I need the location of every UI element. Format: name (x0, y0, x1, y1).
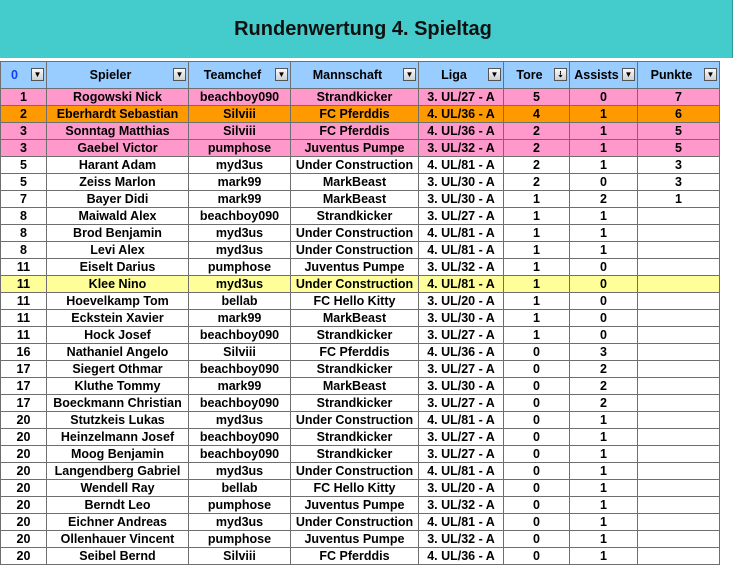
cell-tore[interactable]: 2 (504, 157, 570, 174)
cell-mannschaft[interactable]: FC Pferddis (291, 548, 419, 565)
cell-tore[interactable]: 0 (504, 344, 570, 361)
cell-tore[interactable]: 1 (504, 259, 570, 276)
cell-teamchef[interactable]: beachboy090 (189, 208, 291, 225)
cell-mannschaft[interactable]: Strandkicker (291, 395, 419, 412)
cell-mannschaft[interactable]: MarkBeast (291, 174, 419, 191)
cell-spieler[interactable]: Rogowski Nick (47, 89, 189, 106)
cell-tore[interactable]: 0 (504, 463, 570, 480)
cell-punkte[interactable] (638, 242, 720, 259)
cell-rank[interactable]: 20 (1, 514, 47, 531)
table-row[interactable] (1, 497, 720, 514)
cell-rank[interactable]: 20 (1, 412, 47, 429)
cell-tore[interactable]: 1 (504, 225, 570, 242)
cell-punkte[interactable] (638, 514, 720, 531)
table-row[interactable] (1, 89, 720, 106)
cell-mannschaft[interactable]: Under Construction (291, 225, 419, 242)
cell-rank[interactable]: 8 (1, 208, 47, 225)
cell-spieler[interactable]: Stutzkeis Lukas (47, 412, 189, 429)
cell-punkte[interactable] (638, 395, 720, 412)
title-bar (0, 0, 733, 58)
cell-punkte[interactable] (638, 208, 720, 225)
cell-mannschaft[interactable]: Under Construction (291, 412, 419, 429)
col-header-mannschaft: Mannschaft ▼ (291, 62, 419, 89)
table-row[interactable] (1, 327, 720, 344)
cell-spieler[interactable]: Ollenhauer Vincent (47, 531, 189, 548)
cell-liga[interactable]: 4. UL/36 - A (419, 344, 504, 361)
table-row[interactable] (1, 106, 720, 123)
cell-liga[interactable]: 3. UL/32 - A (419, 531, 504, 548)
cell-liga[interactable]: 3. UL/27 - A (419, 446, 504, 463)
table-row[interactable] (1, 395, 720, 412)
cell-punkte[interactable]: 3 (638, 174, 720, 191)
table-row[interactable] (1, 174, 720, 191)
cell-tore[interactable]: 2 (504, 140, 570, 157)
cell-mannschaft[interactable]: Under Construction (291, 514, 419, 531)
cell-liga[interactable]: 3. UL/27 - A (419, 89, 504, 106)
table-row[interactable] (1, 412, 720, 429)
cell-spieler[interactable]: Langendberg Gabriel (47, 463, 189, 480)
cell-liga[interactable]: 4. UL/81 - A (419, 514, 504, 531)
cell-assists[interactable]: 2 (570, 378, 638, 395)
cell-assists[interactable]: 1 (570, 531, 638, 548)
table-row[interactable] (1, 140, 720, 157)
cell-tore[interactable]: 0 (504, 378, 570, 395)
cell-teamchef[interactable]: mark99 (189, 310, 291, 327)
cell-liga[interactable]: 4. UL/81 - A (419, 242, 504, 259)
cell-rank[interactable]: 8 (1, 242, 47, 259)
cell-spieler[interactable]: Sonntag Matthias (47, 123, 189, 140)
cell-spieler[interactable]: Bayer Didi (47, 191, 189, 208)
cell-rank[interactable]: 11 (1, 327, 47, 344)
cell-teamchef[interactable]: Silviii (189, 344, 291, 361)
cell-liga[interactable]: 3. UL/27 - A (419, 395, 504, 412)
filter-dropdown-icon[interactable]: ▼ (173, 68, 186, 81)
cell-tore[interactable]: 0 (504, 514, 570, 531)
cell-punkte[interactable] (638, 480, 720, 497)
cell-mannschaft[interactable]: FC Hello Kitty (291, 293, 419, 310)
filter-dropdown-icon[interactable]: ▼ (622, 68, 635, 81)
cell-assists[interactable]: 2 (570, 191, 638, 208)
cell-spieler[interactable]: Eiselt Darius (47, 259, 189, 276)
table-row[interactable] (1, 208, 720, 225)
cell-punkte[interactable] (638, 446, 720, 463)
cell-tore[interactable]: 2 (504, 123, 570, 140)
cell-teamchef[interactable]: myd3us (189, 242, 291, 259)
cell-liga[interactable]: 4. UL/81 - A (419, 157, 504, 174)
cell-punkte[interactable] (638, 344, 720, 361)
cell-punkte[interactable]: 6 (638, 106, 720, 123)
cell-assists[interactable]: 1 (570, 446, 638, 463)
cell-teamchef[interactable]: myd3us (189, 225, 291, 242)
cell-spieler[interactable]: Brod Benjamin (47, 225, 189, 242)
cell-rank[interactable]: 2 (1, 106, 47, 123)
filter-dropdown-icon[interactable]: ▼ (403, 68, 416, 81)
cell-assists[interactable]: 1 (570, 429, 638, 446)
table-row[interactable] (1, 361, 720, 378)
cell-assists[interactable]: 1 (570, 140, 638, 157)
cell-mannschaft[interactable]: Strandkicker (291, 89, 419, 106)
table-row[interactable] (1, 548, 720, 565)
cell-liga[interactable]: 3. UL/30 - A (419, 310, 504, 327)
cell-rank[interactable]: 20 (1, 497, 47, 514)
cell-liga[interactable]: 3. UL/27 - A (419, 327, 504, 344)
cell-liga[interactable]: 3. UL/27 - A (419, 361, 504, 378)
cell-assists[interactable]: 1 (570, 548, 638, 565)
cell-tore[interactable]: 0 (504, 446, 570, 463)
cell-mannschaft[interactable]: Under Construction (291, 242, 419, 259)
cell-rank[interactable]: 17 (1, 378, 47, 395)
cell-assists[interactable]: 0 (570, 310, 638, 327)
cell-rank[interactable]: 1 (1, 89, 47, 106)
cell-rank[interactable]: 11 (1, 259, 47, 276)
cell-tore[interactable]: 2 (504, 174, 570, 191)
cell-mannschaft[interactable]: Juventus Pumpe (291, 531, 419, 548)
cell-assists[interactable]: 0 (570, 276, 638, 293)
cell-mannschaft[interactable]: Under Construction (291, 463, 419, 480)
cell-mannschaft[interactable]: FC Hello Kitty (291, 480, 419, 497)
col-header-punkte: Punkte ▼ (638, 62, 720, 89)
cell-assists[interactable]: 3 (570, 344, 638, 361)
cell-spieler[interactable]: Berndt Leo (47, 497, 189, 514)
table-body (1, 89, 720, 565)
cell-liga[interactable]: 3. UL/27 - A (419, 208, 504, 225)
cell-teamchef[interactable]: beachboy090 (189, 446, 291, 463)
cell-teamchef[interactable]: pumphose (189, 531, 291, 548)
cell-punkte[interactable] (638, 225, 720, 242)
cell-teamchef[interactable]: myd3us (189, 157, 291, 174)
cell-tore[interactable]: 4 (504, 106, 570, 123)
cell-teamchef[interactable]: beachboy090 (189, 429, 291, 446)
cell-teamchef[interactable]: beachboy090 (189, 89, 291, 106)
cell-rank[interactable]: 3 (1, 123, 47, 140)
cell-spieler[interactable]: Klee Nino (47, 276, 189, 293)
filter-dropdown-icon[interactable]: ▼ (275, 68, 288, 81)
cell-liga[interactable]: 3. UL/32 - A (419, 497, 504, 514)
cell-teamchef[interactable]: mark99 (189, 174, 291, 191)
header-row (1, 62, 720, 89)
cell-spieler[interactable]: Siegert Othmar (47, 361, 189, 378)
cell-rank[interactable]: 16 (1, 344, 47, 361)
cell-mannschaft[interactable]: MarkBeast (291, 191, 419, 208)
cell-assists[interactable]: 0 (570, 89, 638, 106)
cell-tore[interactable]: 0 (504, 548, 570, 565)
table-row[interactable] (1, 157, 720, 174)
cell-tore[interactable]: 0 (504, 429, 570, 446)
table-row[interactable] (1, 123, 720, 140)
cell-teamchef[interactable]: beachboy090 (189, 327, 291, 344)
cell-tore[interactable]: 0 (504, 531, 570, 548)
cell-mannschaft[interactable]: Juventus Pumpe (291, 259, 419, 276)
cell-spieler[interactable]: Hock Josef (47, 327, 189, 344)
cell-assists[interactable]: 1 (570, 514, 638, 531)
cell-punkte[interactable]: 1 (638, 191, 720, 208)
table-row[interactable] (1, 276, 720, 293)
cell-rank[interactable]: 20 (1, 463, 47, 480)
table-row[interactable] (1, 225, 720, 242)
cell-liga[interactable]: 3. UL/20 - A (419, 293, 504, 310)
col-header-teamchef: Teamchef ▼ (189, 62, 291, 89)
col-header-liga: Liga ▼ (419, 62, 504, 89)
cell-liga[interactable]: 4. UL/81 - A (419, 225, 504, 242)
cell-rank[interactable]: 11 (1, 276, 47, 293)
cell-rank[interactable]: 20 (1, 531, 47, 548)
cell-punkte[interactable] (638, 259, 720, 276)
cell-teamchef[interactable]: myd3us (189, 412, 291, 429)
cell-mannschaft[interactable]: FC Pferddis (291, 106, 419, 123)
cell-mannschaft[interactable]: Under Construction (291, 157, 419, 174)
cell-tore[interactable]: 0 (504, 412, 570, 429)
cell-assists[interactable]: 1 (570, 123, 638, 140)
cell-assists[interactable]: 1 (570, 106, 638, 123)
cell-punkte[interactable]: 3 (638, 157, 720, 174)
cell-punkte[interactable] (638, 293, 720, 310)
cell-mannschaft[interactable]: Strandkicker (291, 327, 419, 344)
cell-spieler[interactable]: Kluthe Tommy (47, 378, 189, 395)
table-row[interactable] (1, 429, 720, 446)
cell-punkte[interactable]: 7 (638, 89, 720, 106)
table-row[interactable] (1, 463, 720, 480)
cell-spieler[interactable]: Boeckmann Christian (47, 395, 189, 412)
cell-spieler[interactable]: Nathaniel Angelo (47, 344, 189, 361)
cell-assists[interactable]: 2 (570, 395, 638, 412)
cell-spieler[interactable]: Hoevelkamp Tom (47, 293, 189, 310)
cell-liga[interactable]: 3. UL/30 - A (419, 378, 504, 395)
cell-teamchef[interactable]: Silviii (189, 123, 291, 140)
cell-spieler[interactable]: Eichner Andreas (47, 514, 189, 531)
cell-punkte[interactable] (638, 548, 720, 565)
cell-tore[interactable]: 1 (504, 208, 570, 225)
filter-dropdown-icon[interactable]: ▼ (704, 68, 717, 81)
cell-spieler[interactable]: Levi Alex (47, 242, 189, 259)
cell-rank[interactable]: 5 (1, 157, 47, 174)
cell-rank[interactable]: 20 (1, 548, 47, 565)
col-header-assists: Assists ▼ (570, 62, 638, 89)
cell-tore[interactable]: 1 (504, 293, 570, 310)
cell-liga[interactable]: 4. UL/36 - A (419, 548, 504, 565)
cell-punkte[interactable] (638, 361, 720, 378)
cell-liga[interactable]: 3. UL/20 - A (419, 480, 504, 497)
sort-descending-icon[interactable]: ⇣ (554, 68, 567, 81)
cell-mannschaft[interactable]: Strandkicker (291, 208, 419, 225)
cell-spieler[interactable]: Seibel Bernd (47, 548, 189, 565)
cell-spieler[interactable]: Maiwald Alex (47, 208, 189, 225)
cell-assists[interactable]: 1 (570, 412, 638, 429)
cell-spieler[interactable]: Zeiss Marlon (47, 174, 189, 191)
cell-tore[interactable]: 1 (504, 242, 570, 259)
cell-spieler[interactable]: Heinzelmann Josef (47, 429, 189, 446)
cell-tore[interactable]: 1 (504, 310, 570, 327)
cell-punkte[interactable] (638, 412, 720, 429)
col-header-rank: 0 ▼ (1, 62, 47, 89)
ranking-table (0, 61, 720, 565)
cell-assists[interactable]: 1 (570, 208, 638, 225)
table-row[interactable] (1, 259, 720, 276)
page-title: Rundenwertung 4. Spieltag (234, 17, 492, 40)
cell-liga[interactable]: 4. UL/36 - A (419, 123, 504, 140)
cell-tore[interactable]: 0 (504, 497, 570, 514)
cell-teamchef[interactable]: pumphose (189, 259, 291, 276)
cell-tore[interactable]: 1 (504, 327, 570, 344)
cell-teamchef[interactable]: Silviii (189, 548, 291, 565)
cell-teamchef[interactable]: bellab (189, 293, 291, 310)
cell-liga[interactable]: 4. UL/81 - A (419, 412, 504, 429)
cell-liga[interactable]: 3. UL/30 - A (419, 191, 504, 208)
cell-rank[interactable]: 20 (1, 480, 47, 497)
table-row[interactable] (1, 293, 720, 310)
cell-mannschaft[interactable]: MarkBeast (291, 310, 419, 327)
cell-teamchef[interactable]: pumphose (189, 497, 291, 514)
cell-spieler[interactable]: Moog Benjamin (47, 446, 189, 463)
cell-liga[interactable]: 3. UL/32 - A (419, 259, 504, 276)
table-row[interactable] (1, 191, 720, 208)
cell-mannschaft[interactable]: MarkBeast (291, 378, 419, 395)
cell-liga[interactable]: 4. UL/81 - A (419, 463, 504, 480)
cell-punkte[interactable] (638, 310, 720, 327)
cell-tore[interactable]: 0 (504, 480, 570, 497)
cell-teamchef[interactable]: Silviii (189, 106, 291, 123)
cell-punkte[interactable] (638, 497, 720, 514)
cell-assists[interactable]: 0 (570, 293, 638, 310)
cell-rank[interactable]: 17 (1, 395, 47, 412)
cell-liga[interactable]: 4. UL/36 - A (419, 106, 504, 123)
cell-spieler[interactable]: Wendell Ray (47, 480, 189, 497)
cell-spieler[interactable]: Eckstein Xavier (47, 310, 189, 327)
cell-teamchef[interactable]: beachboy090 (189, 361, 291, 378)
cell-punkte[interactable] (638, 327, 720, 344)
cell-rank[interactable]: 11 (1, 310, 47, 327)
cell-mannschaft[interactable]: Strandkicker (291, 361, 419, 378)
filter-dropdown-icon[interactable]: ▼ (488, 68, 501, 81)
cell-tore[interactable]: 5 (504, 89, 570, 106)
table-row[interactable] (1, 480, 720, 497)
cell-punkte[interactable] (638, 531, 720, 548)
table-row[interactable] (1, 378, 720, 395)
cell-assists[interactable]: 0 (570, 259, 638, 276)
cell-mannschaft[interactable]: Strandkicker (291, 446, 419, 463)
cell-teamchef[interactable]: mark99 (189, 191, 291, 208)
cell-punkte[interactable] (638, 276, 720, 293)
cell-assists[interactable]: 1 (570, 497, 638, 514)
cell-mannschaft[interactable]: Juventus Pumpe (291, 497, 419, 514)
cell-rank[interactable]: 8 (1, 225, 47, 242)
cell-liga[interactable]: 3. UL/30 - A (419, 174, 504, 191)
cell-mannschaft[interactable]: Strandkicker (291, 429, 419, 446)
cell-assists[interactable]: 1 (570, 157, 638, 174)
cell-assists[interactable]: 1 (570, 225, 638, 242)
cell-rank[interactable]: 11 (1, 293, 47, 310)
cell-rank[interactable]: 5 (1, 174, 47, 191)
cell-teamchef[interactable]: myd3us (189, 463, 291, 480)
table-row[interactable] (1, 242, 720, 259)
cell-mannschaft[interactable]: Under Construction (291, 276, 419, 293)
cell-mannschaft[interactable]: FC Pferddis (291, 123, 419, 140)
cell-teamchef[interactable]: bellab (189, 480, 291, 497)
cell-assists[interactable]: 1 (570, 480, 638, 497)
cell-rank[interactable]: 17 (1, 361, 47, 378)
cell-spieler[interactable]: Gaebel Victor (47, 140, 189, 157)
cell-liga[interactable]: 3. UL/27 - A (419, 429, 504, 446)
cell-assists[interactable]: 1 (570, 463, 638, 480)
cell-liga[interactable]: 3. UL/32 - A (419, 140, 504, 157)
cell-teamchef[interactable]: mark99 (189, 378, 291, 395)
col-header-tore: Tore ⇣ (504, 62, 570, 89)
cell-punkte[interactable]: 5 (638, 140, 720, 157)
table-row[interactable] (1, 531, 720, 548)
cell-rank[interactable]: 20 (1, 429, 47, 446)
cell-tore[interactable]: 0 (504, 361, 570, 378)
cell-punkte[interactable]: 5 (638, 123, 720, 140)
cell-liga[interactable]: 4. UL/81 - A (419, 276, 504, 293)
cell-assists[interactable]: 1 (570, 242, 638, 259)
cell-punkte[interactable] (638, 378, 720, 395)
cell-mannschaft[interactable]: Juventus Pumpe (291, 140, 419, 157)
filter-dropdown-icon[interactable]: ▼ (31, 68, 44, 81)
cell-teamchef[interactable]: myd3us (189, 276, 291, 293)
cell-spieler[interactable]: Harant Adam (47, 157, 189, 174)
cell-tore[interactable]: 1 (504, 276, 570, 293)
cell-tore[interactable]: 0 (504, 395, 570, 412)
cell-rank[interactable]: 3 (1, 140, 47, 157)
cell-assists[interactable]: 0 (570, 327, 638, 344)
cell-assists[interactable]: 0 (570, 174, 638, 191)
cell-teamchef[interactable]: pumphose (189, 140, 291, 157)
cell-teamchef[interactable]: beachboy090 (189, 395, 291, 412)
cell-tore[interactable]: 1 (504, 191, 570, 208)
table-row[interactable] (1, 344, 720, 361)
table-row[interactable] (1, 446, 720, 463)
cell-teamchef[interactable]: myd3us (189, 514, 291, 531)
cell-punkte[interactable] (638, 463, 720, 480)
cell-punkte[interactable] (638, 429, 720, 446)
table-row[interactable] (1, 514, 720, 531)
cell-spieler[interactable]: Eberhardt Sebastian (47, 106, 189, 123)
cell-mannschaft[interactable]: FC Pferddis (291, 344, 419, 361)
cell-assists[interactable]: 2 (570, 361, 638, 378)
cell-rank[interactable]: 7 (1, 191, 47, 208)
col-header-spieler: Spieler ▼ (47, 62, 189, 89)
table-row[interactable] (1, 310, 720, 327)
cell-rank[interactable]: 20 (1, 446, 47, 463)
